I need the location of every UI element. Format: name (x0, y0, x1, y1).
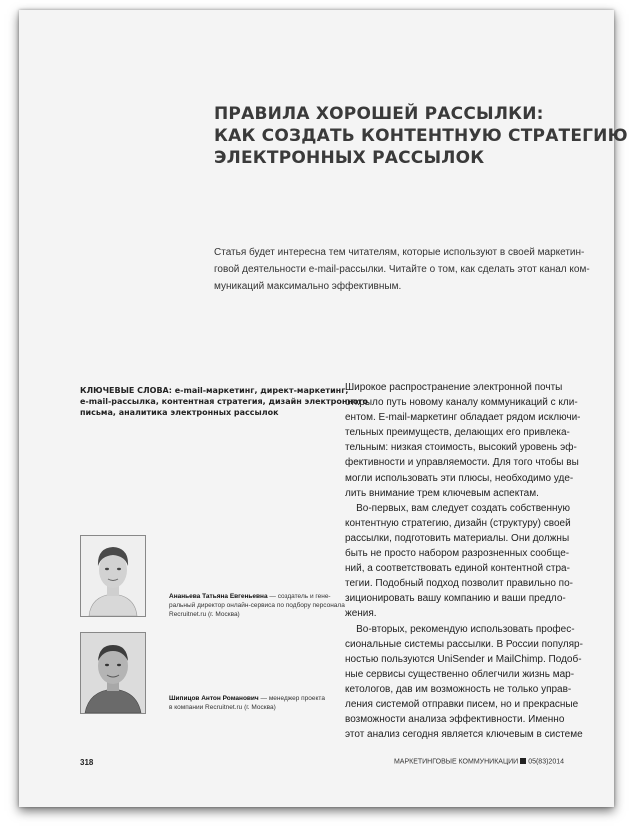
keywords-line: КЛЮЧЕВЫЕ СЛОВА: e-mail-маркетинг, директ-маркетинг, (80, 386, 349, 395)
lead-line: муникаций максимально эффективным. (214, 281, 402, 292)
keywords-line: письма, аналитика электронных рассылок (80, 408, 279, 417)
keywords-block (80, 385, 369, 418)
issue-number: 05(83)2014 (528, 758, 564, 766)
body-line: ностью пользуются UniSender и MailChimp. Подоб- (345, 653, 582, 665)
body-line: Широкое распространение электронной почты (345, 382, 563, 393)
body-line: контентную стратегию, дизайн (структуру) своей (345, 517, 571, 529)
body-line: Во-первых, вам следует создать собственную (345, 502, 571, 514)
author-name: Ананьева Татьяна Евгеньевна (169, 593, 268, 600)
author-caption-shipitsov (169, 694, 339, 712)
body-line: жения. (345, 608, 377, 620)
body-line: рассылки, подготовить материалы. Они должны (345, 532, 570, 544)
body-line: этот анализ сегодня является ключевым в системе (345, 729, 583, 741)
body-line: возможности анализа эффективности. Именно (345, 714, 565, 726)
article-lead (214, 244, 590, 295)
body-line: фективности и управляемости. Для того чтобы вы (345, 457, 579, 469)
lead-line: говой деятельности e-mail-рассылки. Читайте о том, как сделать этот канал ком- (214, 264, 590, 275)
body-line: быть не просто набором разрозненных сообще- (345, 548, 570, 560)
body-line: ления системой отправки писем, но и прекрасные (345, 698, 579, 710)
man-portrait-icon (81, 633, 145, 713)
title-line: КАК СОЗДАТЬ КОНТЕНТНУЮ СТРАТЕГИЮ (214, 126, 628, 146)
author-name: Шипицов Антон Романович (169, 695, 259, 702)
lead-line: Статья будет интересна тем читателям, которые используют в своей маркетин- (214, 247, 585, 258)
article-title (214, 103, 628, 169)
body-line: тельным: низкая стоимость, высокий уровень эф- (345, 442, 577, 454)
journal-footer (394, 758, 564, 766)
body-line: лить внимание трем ключевым аспектам. (345, 487, 539, 499)
body-line: кетологов, дав им возможность не только управ- (345, 683, 572, 695)
article-body (345, 380, 590, 742)
square-separator-icon (520, 758, 526, 764)
author-role: в компании Recruitnet.ru (г. Москва) (169, 704, 276, 711)
body-line: ные сервисы существенно облегчили жизнь мар- (345, 668, 575, 680)
title-line: ЭЛЕКТРОННЫХ РАССЫЛОК (214, 148, 485, 168)
author-role: — создатель и гене- (267, 593, 331, 600)
author-role: — менеджер проекта (258, 695, 325, 702)
woman-portrait-icon (81, 536, 145, 616)
author-role: ральный директор онлайн-сервиса по подбору персонала (169, 602, 345, 609)
body-line: тельных преимуществ, делающих его привлека- (345, 427, 570, 439)
body-line: тегии. Подобный подход позволит правильно по- (345, 578, 573, 590)
author-role: Recruitnet.ru (г. Москва) (169, 611, 240, 618)
title-line: ПРАВИЛА ХОРОШЕЙ РАССЫЛКИ: (214, 104, 544, 124)
body-line: ентом. E-mail-маркетинг обладает рядом исключи- (345, 412, 581, 424)
page-number: 318 (80, 758, 94, 767)
author-photo-ananyeva (80, 535, 146, 617)
author-photo-shipitsov (80, 632, 146, 714)
author-caption-ananyeva (169, 592, 345, 619)
body-line: сиональные системы рассылки. В России популяр- (345, 638, 583, 650)
journal-name: МАРКЕТИНГОВЫЕ КОММУНИКАЦИИ (393, 758, 519, 766)
body-line: могли использовать эти плюсы, необходимо уде- (345, 472, 574, 484)
body-line: Во-вторых, рекомендую использовать профес- (345, 623, 575, 635)
keywords-line: e-mail-рассылка, контентная стратегия, дизайн электронного (80, 397, 369, 406)
body-line: ний, а соответствовать единой контентной стра- (345, 563, 570, 575)
body-line: зиционировать вашу компанию и ваши предло- (345, 593, 566, 605)
magazine-page (19, 10, 628, 807)
body-line: открыло путь новому каналу коммуникаций с кли- (345, 397, 578, 409)
